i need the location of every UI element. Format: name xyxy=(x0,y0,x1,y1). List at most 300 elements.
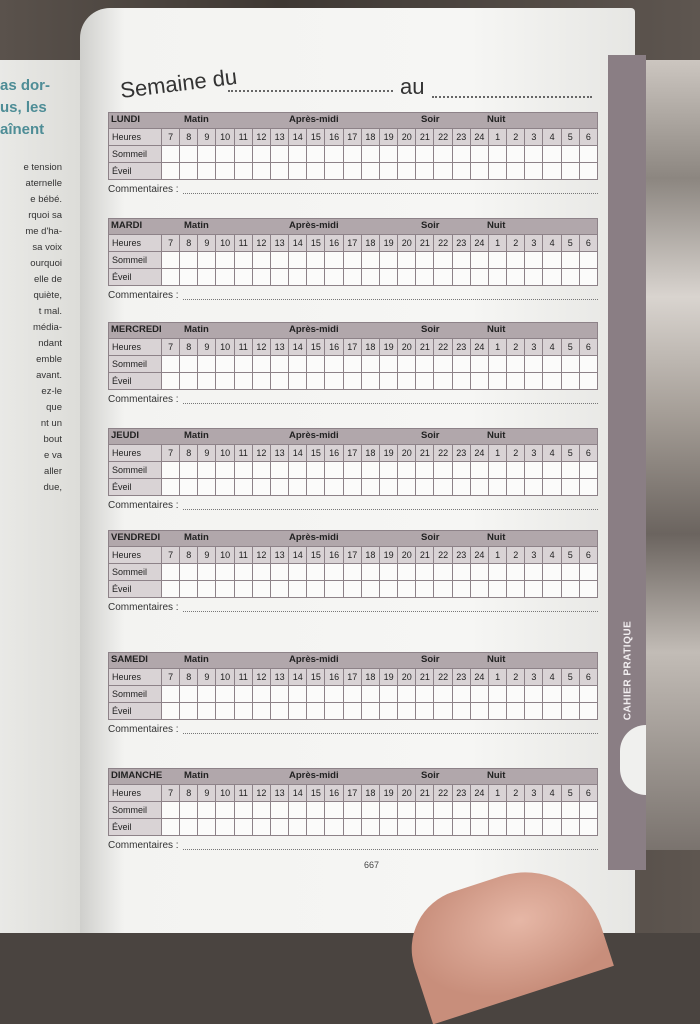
entry-cell[interactable] xyxy=(434,819,451,835)
entry-cell[interactable] xyxy=(543,581,560,597)
entry-cell[interactable] xyxy=(471,146,488,162)
entry-cell[interactable] xyxy=(271,356,288,372)
entry-cell[interactable] xyxy=(180,146,197,162)
entry-cell[interactable] xyxy=(416,373,433,389)
entry-cell[interactable] xyxy=(562,564,579,580)
entry-cell[interactable] xyxy=(562,252,579,268)
entry-cell[interactable] xyxy=(362,356,379,372)
entry-cell[interactable] xyxy=(216,581,233,597)
entry-cell[interactable] xyxy=(398,802,415,818)
entry-cell[interactable] xyxy=(235,802,252,818)
entry-cell[interactable] xyxy=(525,252,542,268)
entry-cell[interactable] xyxy=(380,252,397,268)
entry-cell[interactable] xyxy=(416,581,433,597)
entry-cell[interactable] xyxy=(416,356,433,372)
entry-cell[interactable] xyxy=(453,564,470,580)
entry-cell[interactable] xyxy=(416,462,433,478)
entry-cell[interactable] xyxy=(162,686,179,702)
entry-cell[interactable] xyxy=(180,703,197,719)
entry-cell[interactable] xyxy=(198,564,215,580)
entry-cell[interactable] xyxy=(562,356,579,372)
entry-cell[interactable] xyxy=(380,581,397,597)
entry-cell[interactable] xyxy=(289,479,306,495)
entry-cell[interactable] xyxy=(216,703,233,719)
entry-cell[interactable] xyxy=(416,479,433,495)
entry-cell[interactable] xyxy=(471,686,488,702)
entry-cell[interactable] xyxy=(471,479,488,495)
entry-cell[interactable] xyxy=(253,252,270,268)
entry-cell[interactable] xyxy=(289,146,306,162)
entry-cell[interactable] xyxy=(398,819,415,835)
entry-cell[interactable] xyxy=(289,802,306,818)
entry-cell[interactable] xyxy=(289,252,306,268)
entry-cell[interactable] xyxy=(525,356,542,372)
entry-cell[interactable] xyxy=(216,462,233,478)
entry-cell[interactable] xyxy=(580,479,597,495)
entry-cell[interactable] xyxy=(362,479,379,495)
comments-line[interactable] xyxy=(183,403,598,404)
entry-cell[interactable] xyxy=(180,819,197,835)
entry-cell[interactable] xyxy=(525,146,542,162)
entry-cell[interactable] xyxy=(416,564,433,580)
entry-cell[interactable] xyxy=(543,479,560,495)
entry-cell[interactable] xyxy=(543,269,560,285)
entry-cell[interactable] xyxy=(325,686,342,702)
entry-cell[interactable] xyxy=(198,356,215,372)
entry-cell[interactable] xyxy=(344,252,361,268)
entry-cell[interactable] xyxy=(471,373,488,389)
entry-cell[interactable] xyxy=(253,146,270,162)
entry-cell[interactable] xyxy=(434,146,451,162)
entry-cell[interactable] xyxy=(562,146,579,162)
entry-cell[interactable] xyxy=(162,462,179,478)
entry-cell[interactable] xyxy=(434,479,451,495)
entry-cell[interactable] xyxy=(507,703,524,719)
entry-cell[interactable] xyxy=(235,819,252,835)
entry-cell[interactable] xyxy=(325,802,342,818)
entry-cell[interactable] xyxy=(325,163,342,179)
entry-cell[interactable] xyxy=(562,703,579,719)
entry-cell[interactable] xyxy=(253,819,270,835)
entry-cell[interactable] xyxy=(416,703,433,719)
entry-cell[interactable] xyxy=(344,802,361,818)
entry-cell[interactable] xyxy=(434,703,451,719)
entry-cell[interactable] xyxy=(271,686,288,702)
entry-cell[interactable] xyxy=(344,819,361,835)
entry-cell[interactable] xyxy=(489,686,506,702)
entry-cell[interactable] xyxy=(235,269,252,285)
entry-cell[interactable] xyxy=(289,686,306,702)
entry-cell[interactable] xyxy=(198,802,215,818)
entry-cell[interactable] xyxy=(253,479,270,495)
entry-cell[interactable] xyxy=(325,252,342,268)
entry-cell[interactable] xyxy=(325,269,342,285)
entry-cell[interactable] xyxy=(344,564,361,580)
entry-cell[interactable] xyxy=(489,703,506,719)
entry-cell[interactable] xyxy=(398,373,415,389)
entry-cell[interactable] xyxy=(489,802,506,818)
entry-cell[interactable] xyxy=(525,564,542,580)
entry-cell[interactable] xyxy=(580,269,597,285)
entry-cell[interactable] xyxy=(325,462,342,478)
entry-cell[interactable] xyxy=(543,373,560,389)
entry-cell[interactable] xyxy=(344,462,361,478)
entry-cell[interactable] xyxy=(453,479,470,495)
comments-field[interactable] xyxy=(108,290,598,304)
entry-cell[interactable] xyxy=(216,802,233,818)
entry-cell[interactable] xyxy=(216,163,233,179)
entry-cell[interactable] xyxy=(453,581,470,597)
entry-cell[interactable] xyxy=(307,802,324,818)
entry-cell[interactable] xyxy=(562,802,579,818)
entry-cell[interactable] xyxy=(253,163,270,179)
entry-cell[interactable] xyxy=(271,373,288,389)
entry-cell[interactable] xyxy=(543,819,560,835)
entry-cell[interactable] xyxy=(216,252,233,268)
entry-cell[interactable] xyxy=(271,269,288,285)
comments-field[interactable] xyxy=(108,184,598,198)
entry-cell[interactable] xyxy=(489,163,506,179)
entry-cell[interactable] xyxy=(253,356,270,372)
entry-cell[interactable] xyxy=(162,373,179,389)
entry-cell[interactable] xyxy=(289,462,306,478)
entry-cell[interactable] xyxy=(507,269,524,285)
entry-cell[interactable] xyxy=(380,703,397,719)
entry-cell[interactable] xyxy=(525,269,542,285)
entry-cell[interactable] xyxy=(162,252,179,268)
entry-cell[interactable] xyxy=(362,462,379,478)
entry-cell[interactable] xyxy=(543,163,560,179)
entry-cell[interactable] xyxy=(198,703,215,719)
entry-cell[interactable] xyxy=(434,163,451,179)
entry-cell[interactable] xyxy=(325,356,342,372)
entry-cell[interactable] xyxy=(216,564,233,580)
entry-cell[interactable] xyxy=(325,373,342,389)
entry-cell[interactable] xyxy=(253,581,270,597)
entry-cell[interactable] xyxy=(398,356,415,372)
entry-cell[interactable] xyxy=(471,356,488,372)
comments-field[interactable] xyxy=(108,724,598,738)
entry-cell[interactable] xyxy=(507,581,524,597)
entry-cell[interactable] xyxy=(380,479,397,495)
entry-cell[interactable] xyxy=(489,462,506,478)
entry-cell[interactable] xyxy=(271,163,288,179)
entry-cell[interactable] xyxy=(235,146,252,162)
entry-cell[interactable] xyxy=(289,581,306,597)
entry-cell[interactable] xyxy=(416,686,433,702)
entry-cell[interactable] xyxy=(580,564,597,580)
entry-cell[interactable] xyxy=(471,269,488,285)
entry-cell[interactable] xyxy=(525,819,542,835)
entry-cell[interactable] xyxy=(344,269,361,285)
entry-cell[interactable] xyxy=(198,373,215,389)
entry-cell[interactable] xyxy=(180,252,197,268)
entry-cell[interactable] xyxy=(180,802,197,818)
entry-cell[interactable] xyxy=(216,819,233,835)
comments-field[interactable] xyxy=(108,500,598,514)
entry-cell[interactable] xyxy=(489,252,506,268)
entry-cell[interactable] xyxy=(198,252,215,268)
entry-cell[interactable] xyxy=(344,686,361,702)
entry-cell[interactable] xyxy=(362,373,379,389)
entry-cell[interactable] xyxy=(198,163,215,179)
entry-cell[interactable] xyxy=(580,163,597,179)
entry-cell[interactable] xyxy=(580,686,597,702)
comments-field[interactable] xyxy=(108,394,598,408)
entry-cell[interactable] xyxy=(380,686,397,702)
comments-line[interactable] xyxy=(183,849,598,850)
entry-cell[interactable] xyxy=(235,564,252,580)
entry-cell[interactable] xyxy=(543,146,560,162)
entry-cell[interactable] xyxy=(453,686,470,702)
entry-cell[interactable] xyxy=(162,356,179,372)
entry-cell[interactable] xyxy=(543,802,560,818)
entry-cell[interactable] xyxy=(362,802,379,818)
entry-cell[interactable] xyxy=(216,269,233,285)
entry-cell[interactable] xyxy=(453,819,470,835)
entry-cell[interactable] xyxy=(180,462,197,478)
entry-cell[interactable] xyxy=(434,686,451,702)
entry-cell[interactable] xyxy=(325,564,342,580)
entry-cell[interactable] xyxy=(271,703,288,719)
entry-cell[interactable] xyxy=(580,252,597,268)
entry-cell[interactable] xyxy=(416,163,433,179)
comments-line[interactable] xyxy=(183,509,598,510)
entry-cell[interactable] xyxy=(471,802,488,818)
entry-cell[interactable] xyxy=(471,564,488,580)
entry-cell[interactable] xyxy=(180,686,197,702)
entry-cell[interactable] xyxy=(271,581,288,597)
entry-cell[interactable] xyxy=(162,703,179,719)
entry-cell[interactable] xyxy=(471,252,488,268)
entry-cell[interactable] xyxy=(271,462,288,478)
entry-cell[interactable] xyxy=(416,802,433,818)
entry-cell[interactable] xyxy=(198,686,215,702)
entry-cell[interactable] xyxy=(362,564,379,580)
date-from-field[interactable] xyxy=(228,90,393,92)
entry-cell[interactable] xyxy=(380,802,397,818)
entry-cell[interactable] xyxy=(398,564,415,580)
entry-cell[interactable] xyxy=(216,356,233,372)
entry-cell[interactable] xyxy=(271,564,288,580)
entry-cell[interactable] xyxy=(307,686,324,702)
entry-cell[interactable] xyxy=(180,163,197,179)
entry-cell[interactable] xyxy=(271,802,288,818)
entry-cell[interactable] xyxy=(507,819,524,835)
entry-cell[interactable] xyxy=(580,581,597,597)
entry-cell[interactable] xyxy=(507,252,524,268)
entry-cell[interactable] xyxy=(307,373,324,389)
entry-cell[interactable] xyxy=(507,802,524,818)
entry-cell[interactable] xyxy=(434,581,451,597)
entry-cell[interactable] xyxy=(162,163,179,179)
entry-cell[interactable] xyxy=(507,356,524,372)
entry-cell[interactable] xyxy=(344,479,361,495)
entry-cell[interactable] xyxy=(580,373,597,389)
entry-cell[interactable] xyxy=(362,252,379,268)
entry-cell[interactable] xyxy=(344,146,361,162)
entry-cell[interactable] xyxy=(489,581,506,597)
entry-cell[interactable] xyxy=(543,356,560,372)
entry-cell[interactable] xyxy=(453,252,470,268)
entry-cell[interactable] xyxy=(180,479,197,495)
entry-cell[interactable] xyxy=(562,819,579,835)
comments-line[interactable] xyxy=(183,733,598,734)
entry-cell[interactable] xyxy=(325,581,342,597)
entry-cell[interactable] xyxy=(235,703,252,719)
entry-cell[interactable] xyxy=(198,462,215,478)
entry-cell[interactable] xyxy=(580,802,597,818)
entry-cell[interactable] xyxy=(562,686,579,702)
entry-cell[interactable] xyxy=(198,269,215,285)
entry-cell[interactable] xyxy=(543,564,560,580)
entry-cell[interactable] xyxy=(507,163,524,179)
entry-cell[interactable] xyxy=(453,462,470,478)
entry-cell[interactable] xyxy=(489,269,506,285)
entry-cell[interactable] xyxy=(562,163,579,179)
entry-cell[interactable] xyxy=(325,703,342,719)
entry-cell[interactable] xyxy=(344,581,361,597)
entry-cell[interactable] xyxy=(180,356,197,372)
entry-cell[interactable] xyxy=(434,252,451,268)
entry-cell[interactable] xyxy=(162,269,179,285)
entry-cell[interactable] xyxy=(525,703,542,719)
entry-cell[interactable] xyxy=(253,802,270,818)
entry-cell[interactable] xyxy=(180,564,197,580)
entry-cell[interactable] xyxy=(307,252,324,268)
entry-cell[interactable] xyxy=(289,356,306,372)
entry-cell[interactable] xyxy=(216,686,233,702)
entry-cell[interactable] xyxy=(416,252,433,268)
entry-cell[interactable] xyxy=(471,819,488,835)
entry-cell[interactable] xyxy=(253,373,270,389)
entry-cell[interactable] xyxy=(562,269,579,285)
entry-cell[interactable] xyxy=(398,252,415,268)
entry-cell[interactable] xyxy=(307,703,324,719)
comments-line[interactable] xyxy=(183,193,598,194)
entry-cell[interactable] xyxy=(235,479,252,495)
entry-cell[interactable] xyxy=(562,373,579,389)
entry-cell[interactable] xyxy=(253,564,270,580)
entry-cell[interactable] xyxy=(198,581,215,597)
entry-cell[interactable] xyxy=(507,462,524,478)
entry-cell[interactable] xyxy=(307,356,324,372)
entry-cell[interactable] xyxy=(471,163,488,179)
entry-cell[interactable] xyxy=(380,269,397,285)
entry-cell[interactable] xyxy=(289,564,306,580)
entry-cell[interactable] xyxy=(216,373,233,389)
entry-cell[interactable] xyxy=(398,163,415,179)
entry-cell[interactable] xyxy=(362,703,379,719)
entry-cell[interactable] xyxy=(580,703,597,719)
entry-cell[interactable] xyxy=(180,269,197,285)
entry-cell[interactable] xyxy=(489,146,506,162)
entry-cell[interactable] xyxy=(344,163,361,179)
entry-cell[interactable] xyxy=(289,373,306,389)
entry-cell[interactable] xyxy=(434,373,451,389)
date-to-field[interactable] xyxy=(432,96,592,98)
entry-cell[interactable] xyxy=(543,462,560,478)
entry-cell[interactable] xyxy=(453,269,470,285)
entry-cell[interactable] xyxy=(307,564,324,580)
entry-cell[interactable] xyxy=(562,479,579,495)
entry-cell[interactable] xyxy=(198,146,215,162)
entry-cell[interactable] xyxy=(525,163,542,179)
entry-cell[interactable] xyxy=(289,163,306,179)
entry-cell[interactable] xyxy=(289,269,306,285)
entry-cell[interactable] xyxy=(398,269,415,285)
entry-cell[interactable] xyxy=(507,564,524,580)
entry-cell[interactable] xyxy=(434,802,451,818)
entry-cell[interactable] xyxy=(271,479,288,495)
entry-cell[interactable] xyxy=(235,163,252,179)
entry-cell[interactable] xyxy=(307,163,324,179)
entry-cell[interactable] xyxy=(216,479,233,495)
entry-cell[interactable] xyxy=(253,686,270,702)
entry-cell[interactable] xyxy=(307,819,324,835)
entry-cell[interactable] xyxy=(525,479,542,495)
entry-cell[interactable] xyxy=(344,373,361,389)
entry-cell[interactable] xyxy=(580,356,597,372)
entry-cell[interactable] xyxy=(543,252,560,268)
entry-cell[interactable] xyxy=(162,479,179,495)
entry-cell[interactable] xyxy=(180,581,197,597)
entry-cell[interactable] xyxy=(543,686,560,702)
entry-cell[interactable] xyxy=(453,373,470,389)
entry-cell[interactable] xyxy=(434,269,451,285)
entry-cell[interactable] xyxy=(362,686,379,702)
entry-cell[interactable] xyxy=(271,819,288,835)
entry-cell[interactable] xyxy=(307,146,324,162)
entry-cell[interactable] xyxy=(489,373,506,389)
entry-cell[interactable] xyxy=(380,373,397,389)
entry-cell[interactable] xyxy=(380,163,397,179)
entry-cell[interactable] xyxy=(453,356,470,372)
entry-cell[interactable] xyxy=(271,146,288,162)
entry-cell[interactable] xyxy=(398,581,415,597)
comments-line[interactable] xyxy=(183,299,598,300)
entry-cell[interactable] xyxy=(471,581,488,597)
entry-cell[interactable] xyxy=(562,462,579,478)
entry-cell[interactable] xyxy=(198,479,215,495)
entry-cell[interactable] xyxy=(416,146,433,162)
entry-cell[interactable] xyxy=(416,269,433,285)
entry-cell[interactable] xyxy=(307,581,324,597)
entry-cell[interactable] xyxy=(453,703,470,719)
entry-cell[interactable] xyxy=(380,356,397,372)
entry-cell[interactable] xyxy=(362,146,379,162)
entry-cell[interactable] xyxy=(162,819,179,835)
entry-cell[interactable] xyxy=(253,703,270,719)
entry-cell[interactable] xyxy=(434,564,451,580)
entry-cell[interactable] xyxy=(325,479,342,495)
entry-cell[interactable] xyxy=(307,269,324,285)
entry-cell[interactable] xyxy=(235,373,252,389)
entry-cell[interactable] xyxy=(562,581,579,597)
entry-cell[interactable] xyxy=(543,703,560,719)
entry-cell[interactable] xyxy=(307,462,324,478)
entry-cell[interactable] xyxy=(289,703,306,719)
entry-cell[interactable] xyxy=(235,686,252,702)
entry-cell[interactable] xyxy=(162,564,179,580)
entry-cell[interactable] xyxy=(398,686,415,702)
entry-cell[interactable] xyxy=(198,819,215,835)
comments-field[interactable] xyxy=(108,602,598,616)
entry-cell[interactable] xyxy=(471,703,488,719)
entry-cell[interactable] xyxy=(525,581,542,597)
entry-cell[interactable] xyxy=(525,462,542,478)
entry-cell[interactable] xyxy=(580,462,597,478)
